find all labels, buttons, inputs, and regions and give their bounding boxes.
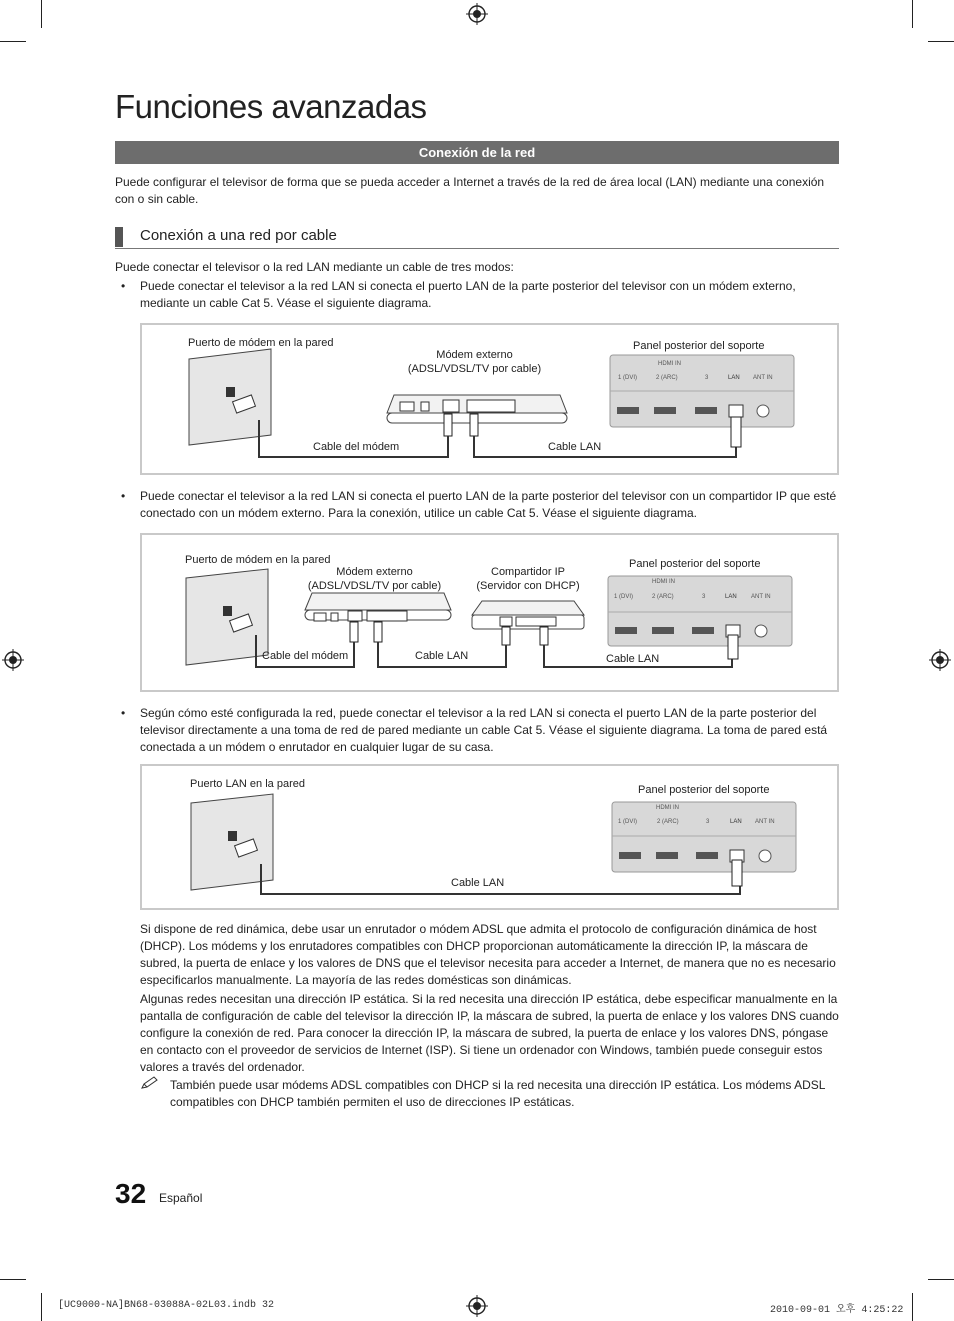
crop-mark — [928, 41, 954, 42]
lan-cable-label: Cable LAN — [451, 877, 505, 889]
port-label-3: 3 — [706, 819, 710, 825]
crop-mark — [41, 1293, 42, 1321]
modem-type-label: (ADSL/VDSL/TV por cable) — [407, 363, 542, 375]
subsection-intro: Puede conectar el televisor o la red LAN mediante un cable de tres modos: — [115, 260, 514, 274]
subsection-marker — [115, 227, 123, 247]
port-label-hdmi: HDMI IN — [656, 805, 679, 811]
note-text: También puede usar módems ADSL compatibles con DHCP si la red necesita una dirección IP estática. Los módems ADSL compatibles con DHCP también permiten el uso de direcciones IP estáticas. — [170, 1078, 826, 1109]
registration-mark-icon — [2, 649, 24, 671]
modem-label: Módem externo — [336, 566, 413, 578]
registration-mark-icon — [929, 649, 951, 671]
ip-sharer-label: Compartidor IP — [491, 566, 565, 578]
port-label-lan: LAN — [725, 594, 737, 600]
page-title: Funciones avanzadas — [115, 88, 427, 125]
wall-port-label: Puerto de módem en la pared — [188, 337, 334, 349]
bullet-text: Puede conectar el televisor a la red LAN si conecta el puerto LAN de la parte posterior del televisor con un módem externo, mediante un cable Cat 5. Véase el siguiente diagrama. — [140, 279, 796, 310]
registration-mark-icon — [466, 1295, 488, 1317]
lan-cable-label: Cable LAN — [548, 441, 602, 453]
panel-label: Panel posterior del soporte — [638, 784, 770, 796]
port-label-1: 1 (DVI) — [618, 375, 638, 381]
bullet-symbol: • — [121, 489, 126, 503]
port-label-ant: ANT IN — [753, 375, 773, 381]
diagram-modem — [140, 323, 839, 475]
section-title: Conexión de la red — [115, 141, 839, 164]
port-label-lan: LAN — [730, 819, 742, 825]
page-number: 32 — [115, 1178, 147, 1209]
crop-mark — [0, 1279, 26, 1280]
port-label-1: 1 (DVI) — [618, 819, 638, 825]
diagram-wall-lan — [140, 764, 839, 910]
modem-type-label: (ADSL/VDSL/TV por cable) — [307, 580, 442, 592]
crop-mark — [912, 0, 913, 28]
port-label-ant: ANT IN — [751, 594, 771, 600]
diagram-ip-sharer — [140, 533, 839, 692]
crop-mark — [912, 1293, 913, 1321]
port-label-ant: ANT IN — [755, 819, 775, 825]
port-label-hdmi: HDMI IN — [652, 579, 675, 585]
modem-cable-label: Cable del módem — [313, 441, 400, 453]
bullet-text: Según cómo esté configurada la red, puede conectar el televisor a la red LAN si conecta el puerto LAN de la parte posterior del televisor directamente a una toma de red de pared mediante un cable Cat 5. Véase el siguiente diagrama. La toma de pared está conectada a un módem o enrutador en cualquier lugar de su casa. — [140, 706, 828, 754]
port-label-1: 1 (DVI) — [614, 594, 634, 600]
lan-cable-label: Cable LAN — [415, 650, 469, 662]
print-footer-file: [UC9000-NA]BN68-03088A-02L03.indb 32 — [58, 1300, 275, 1311]
page-language: Español — [159, 1191, 203, 1205]
bullet-text: Puede conectar el televisor a la red LAN si conecta el puerto LAN de la parte posterior del televisor con un compartidor IP que esté conectado con un módem externo. Para la conexión, utilice un cable Cat 5. Véase el siguiente diagrama. — [140, 489, 837, 520]
print-footer-date: 2010-09-01 오후 4:25:22 — [770, 1305, 904, 1316]
port-label-lan: LAN — [728, 375, 740, 381]
registration-mark-icon — [466, 3, 488, 25]
modem-cable-label: Cable del módem — [262, 650, 349, 662]
modem-label: Módem externo — [436, 349, 513, 361]
wall-port-label: Puerto LAN en la pared — [190, 778, 305, 790]
lan-cable-label: Cable LAN — [606, 653, 660, 665]
port-label-3: 3 — [702, 594, 706, 600]
port-label-2: 2 (ARC) — [657, 819, 679, 825]
static-ip-paragraph: Algunas redes necesitan una dirección IP estática. Si la red necesita una dirección IP estática, debe especificar manualmente en la pantalla de configuración de cable del televisor la dirección IP, la máscara de subred, la puerta de enlace y los valores DNS cuando configure la conexión de red. Para conocer la dirección IP, la máscara de subred, la puerta de enlace y los valores DNS, póngase en contacto con el proveedor de servicios de Internet (ISP). Si tiene un ordenador con Windows, también puede conseguir estos valores a través del ordenador. — [140, 992, 839, 1074]
port-label-2: 2 (ARC) — [652, 594, 674, 600]
bullet-symbol: • — [121, 279, 126, 293]
panel-label: Panel posterior del soporte — [633, 340, 765, 352]
crop-mark — [928, 1279, 954, 1280]
port-label-3: 3 — [705, 375, 709, 381]
port-label-2: 2 (ARC) — [656, 375, 678, 381]
subsection-title: Conexión a una red por cable — [140, 227, 337, 244]
dhcp-paragraph: Si dispone de red dinámica, debe usar un enrutador o módem ADSL que admita el protocolo de configuración dinámica de host (DHCP). Los módems y los enrutadores compatibles con DHCP proporcionan automáticamente la dirección IP, la máscara de subred, la puerta de enlace y los valores de DNS que el televisor necesita para acceder a Internet, de manera que no es necesario especificarlos manualmente. La mayoría de las redes domésticas son dinámicas. — [140, 922, 836, 987]
pencil-note-icon — [140, 1075, 160, 1091]
port-label-hdmi: HDMI IN — [658, 361, 681, 367]
bullet-symbol: • — [121, 706, 126, 720]
panel-label: Panel posterior del soporte — [629, 558, 761, 570]
crop-mark — [0, 41, 26, 42]
wall-port-label: Puerto de módem en la pared — [185, 554, 331, 566]
intro-paragraph: Puede configurar el televisor de forma que se pueda acceder a Internet a través de la red de área local (LAN) mediante una conexión con o sin cable. — [115, 175, 825, 206]
subsection-header — [115, 226, 839, 249]
ip-sharer-type-label: (Servidor con DHCP) — [476, 580, 580, 592]
crop-mark — [41, 0, 42, 28]
